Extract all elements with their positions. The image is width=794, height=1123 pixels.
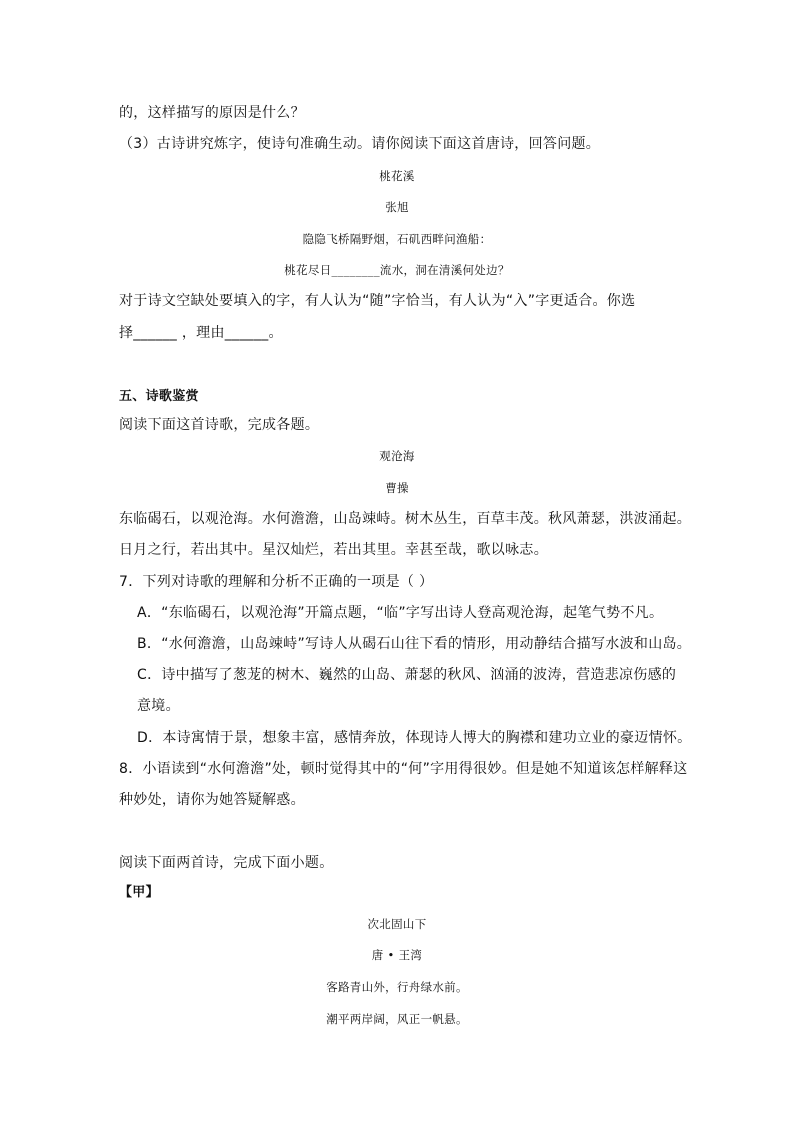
question-7-option-d: D．本诗寓情于景，想象丰富，感情奔放，体现诗人博大的胸襟和建功立业的豪迈情怀。 xyxy=(137,730,692,746)
question-text: 择______ ，理由______。 xyxy=(119,325,283,341)
section-intro: 阅读下面两首诗，完成下面小题。 xyxy=(119,855,334,871)
question-text: 的，这样描写的原因是什么？ xyxy=(119,105,305,121)
poem-author: 张旭 xyxy=(385,200,409,214)
question-8: 8．小语读到“水何澹澹”处，顿时觉得其中的“何”字用得很妙。但是她不知道该怎样解释这 xyxy=(119,761,688,777)
question-7-option-a: A．“东临碣石，以观沧海”开篇点题，“临”字写出诗人登高观沧海，起笔气势不凡。 xyxy=(137,605,664,621)
question-7-option-c: C．诗中描写了葱茏的树木、巍然的山岛、萧瑟的秋风、汹涌的波涛，营造悲凉伤感的 xyxy=(137,667,677,683)
poem-line: 隐隐飞桥隔野烟，石矶西畔问渔船： xyxy=(302,232,492,246)
question-3-text: （3）古诗讲究炼字，使诗句准确生动。请你阅读下面这首唐诗，回答问题。 xyxy=(119,136,601,152)
question-7-option-c-cont: 意境。 xyxy=(137,698,180,714)
question-text: 对于诗文空缺处要填入的字，有人认为“随”字恰当，有人认为“入”字更适合。你选 xyxy=(119,293,636,309)
poem-line: 桃花尽日________流水，洞在清溪何处边？ xyxy=(284,263,510,277)
poem-line: 潮平两岸阔，风正一帆悬。 xyxy=(326,1012,468,1026)
poem-author: 唐 • 王湾 xyxy=(371,948,423,962)
poem-title: 观沧海 xyxy=(379,449,415,463)
question-7: 7．下列对诗歌的理解和分析不正确的一项是（ ） xyxy=(119,574,434,590)
poem-body-line: 东临碣石，以观沧海。水何澹澹，山岛竦峙。树木丛生，百草丰茂。秋风萧瑟，洪波涌起。 xyxy=(119,511,691,527)
poem-body-line: 日月之行，若出其中。星汉灿烂，若出其里。幸甚至哉，歌以咏志。 xyxy=(119,542,548,558)
section-intro: 阅读下面这首诗歌，完成各题。 xyxy=(119,417,320,433)
poem-author: 曹操 xyxy=(385,481,409,495)
question-7-option-b: B．“水何澹澹，山岛竦峙”写诗人从碣石山往下看的情形，用动静结合描写水波和山岛。 xyxy=(137,636,692,652)
poem-title: 次北固山下 xyxy=(367,917,427,931)
poem-label: 【甲】 xyxy=(119,885,159,900)
poem-title: 桃花溪 xyxy=(379,169,415,183)
section-heading: 五、诗歌鉴赏 xyxy=(119,389,199,404)
poem-line: 客路青山外，行舟绿水前。 xyxy=(326,980,468,994)
question-8-cont: 种妙处，请你为她答疑解惑。 xyxy=(119,792,305,808)
